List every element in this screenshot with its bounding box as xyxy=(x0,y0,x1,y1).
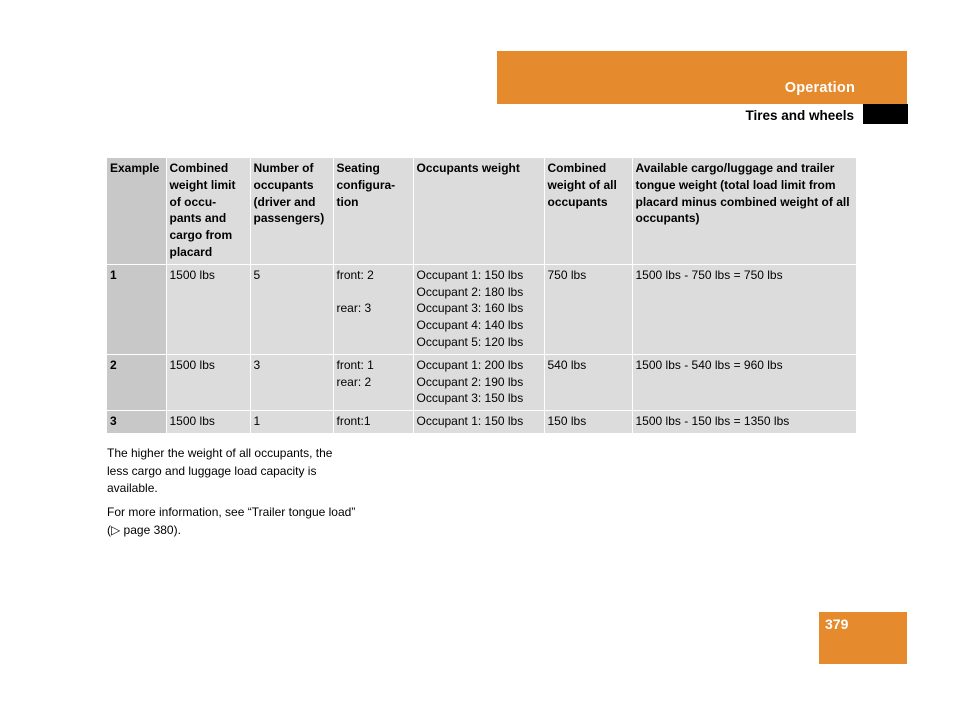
occupant-weight-line: Occupant 1: 150 lbs xyxy=(416,414,524,429)
seating-line: front: 1 xyxy=(336,357,374,372)
column-header: Occupants weight xyxy=(413,158,544,264)
column-header: Available cargo/luggage and trailer tongue weight (total load limit from placard minus combined weight of all occupants) xyxy=(632,158,856,264)
weight-limit-cell: 1500 lbs xyxy=(166,264,250,354)
occupant-weights-cell xyxy=(413,411,544,434)
occupants-cell: 3 xyxy=(250,354,333,410)
example-cell: 1 xyxy=(107,264,166,354)
occupants-cell: 5 xyxy=(250,264,333,354)
seating-cell xyxy=(333,264,413,354)
body-paragraph-more-info: For more information, see “Trailer tongue load” (▷ page 380). xyxy=(107,505,356,537)
example-cell: 3 xyxy=(107,411,166,434)
load-example-table xyxy=(107,158,856,434)
seating-line: front:1 xyxy=(336,414,371,429)
table-row xyxy=(107,264,856,354)
column-header: Number of occupants (driver and passengers) xyxy=(250,158,333,264)
column-header: Example xyxy=(107,158,166,264)
occupant-weight-line: Occupant 3: 150 lbs xyxy=(416,391,524,406)
column-header: Combined weight of all occupants xyxy=(544,158,632,264)
occupant-weight-line: Occupant 2: 190 lbs xyxy=(416,374,524,389)
subsection-title: Tires and wheels xyxy=(745,108,854,123)
combined-weight-cell: 540 lbs xyxy=(544,354,632,410)
weight-limit-cell: 1500 lbs xyxy=(166,411,250,434)
column-header: Combined weight limit of occu-pants and cargo from placard xyxy=(166,158,250,264)
table-row xyxy=(107,411,856,434)
combined-weight-cell: 150 lbs xyxy=(544,411,632,434)
available-weight-cell: 1500 lbs - 540 lbs = 960 lbs xyxy=(632,354,856,410)
example-cell: 2 xyxy=(107,354,166,410)
occupant-weight-line: Occupant 4: 140 lbs xyxy=(416,318,524,333)
page-number-box xyxy=(819,612,907,664)
section-header-bar xyxy=(497,51,907,104)
table-header-row xyxy=(107,158,856,264)
seating-line: front: 2 xyxy=(336,267,374,282)
occupant-weight-line: Occupant 2: 180 lbs xyxy=(416,284,524,299)
seating-cell xyxy=(333,411,413,434)
available-weight-cell: 1500 lbs - 150 lbs = 1350 lbs xyxy=(632,411,856,434)
occupant-weight-line: Occupant 5: 120 lbs xyxy=(416,334,524,349)
body-paragraph-occupant-weight: The higher the weight of all occupants, the less cargo and luggage load capacity is available. xyxy=(107,446,333,495)
available-weight-cell: 1500 lbs - 750 lbs = 750 lbs xyxy=(632,264,856,354)
seating-line: rear: 3 xyxy=(336,301,372,316)
section-title: Operation xyxy=(784,80,855,96)
column-header: Seating configura-tion xyxy=(333,158,413,264)
occupant-weights-cell xyxy=(413,354,544,410)
combined-weight-cell: 750 lbs xyxy=(544,264,632,354)
occupants-cell: 1 xyxy=(250,411,333,434)
occupant-weight-line: Occupant 1: 200 lbs xyxy=(416,357,524,372)
seating-cell xyxy=(333,354,413,410)
occupant-weight-line: Occupant 1: 150 lbs xyxy=(416,267,524,282)
occupant-weights-cell xyxy=(413,264,544,354)
seating-line: rear: 2 xyxy=(336,374,372,389)
occupant-weight-line: Occupant 3: 160 lbs xyxy=(416,301,524,316)
weight-limit-cell: 1500 lbs xyxy=(166,354,250,410)
section-tab-marker xyxy=(863,104,908,124)
page-number: 379 xyxy=(825,616,849,632)
table-row xyxy=(107,354,856,410)
